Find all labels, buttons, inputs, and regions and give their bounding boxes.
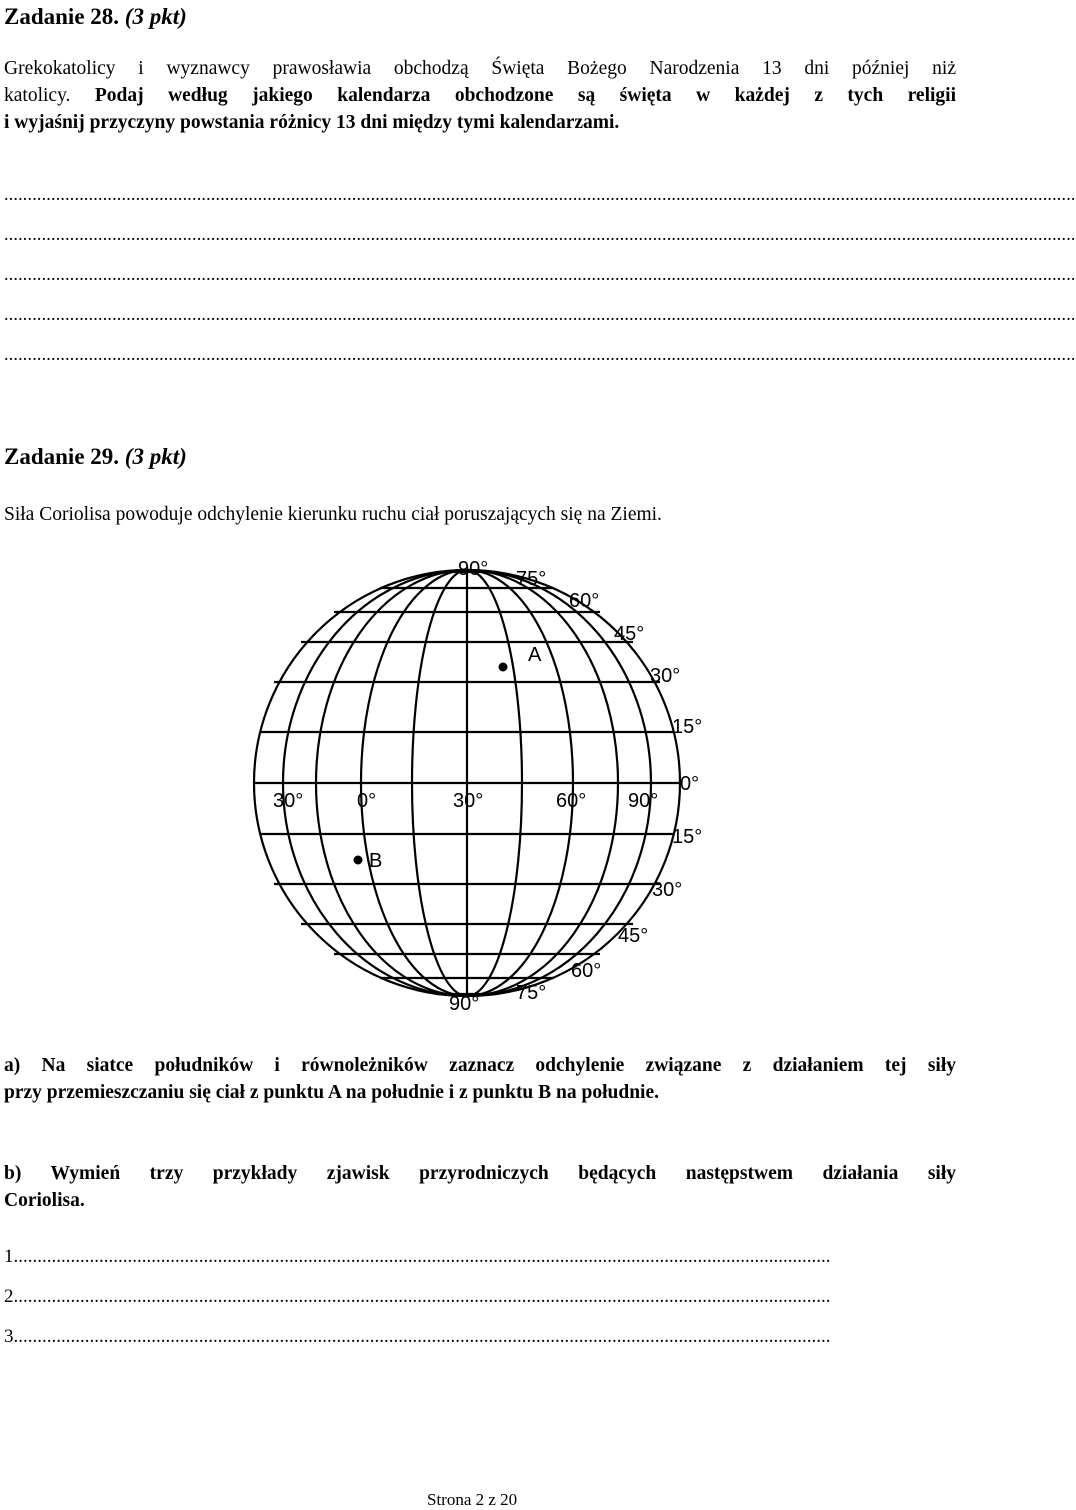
lat-label-north: 90° [458, 558, 489, 580]
answer-dots[interactable]: ........................................................................................................................................................................... [18, 1246, 831, 1267]
task-29-heading [4, 444, 187, 470]
answer-item-1[interactable] [4, 1246, 930, 1268]
point-a-label: A [528, 644, 542, 666]
answer-line[interactable]: .................................................................................................................................................................................................................................... [4, 304, 1076, 324]
lon-label: 30° [453, 790, 484, 812]
lon-label: 90° [628, 790, 659, 812]
lat-label-north: 60° [569, 590, 600, 612]
answer-number: 3. [4, 1326, 19, 1347]
answer-line[interactable]: .................................................................................................................................................................................................................................... [4, 224, 1076, 244]
point-b-label: B [369, 850, 383, 872]
task-28-line-2-plain: katolicy. [4, 85, 71, 106]
answer-line[interactable]: .................................................................................................................................................................................................................................... [4, 184, 1076, 204]
lat-label-north: 30° [650, 665, 681, 687]
answer-item-2[interactable] [4, 1286, 930, 1308]
part-b-line-1: b) Wymień trzy przykłady zjawisk przyrodniczych będących następstwem działania siły [4, 1163, 956, 1184]
task-28-question [4, 55, 956, 136]
task-28-line-1: Grekokatolicy i wyznawcy prawosławia obchodzą Święta Bożego Narodzenia 13 dni później niż [4, 58, 956, 79]
task-28-instruction: Podaj według jakiego kalendarza obchodzone są święta w każdej z tych religii [94, 85, 957, 106]
task-28-points: (3 pkt) [124, 4, 187, 29]
part-a-line-1: a) Na siatce południków i równoleżników zaznacz odchylenie związane z działaniem tej siły [4, 1055, 956, 1076]
answer-line[interactable]: .................................................................................................................................................................................................................................... [4, 344, 1076, 364]
lat-label-south: 45° [618, 925, 649, 947]
task-29-part-a [4, 1052, 956, 1106]
lat-label-south: 90° [449, 993, 480, 1015]
task-28-line-2 [4, 82, 956, 109]
lat-label-north: 75° [516, 568, 547, 590]
lat-label-south: 75° [516, 982, 547, 1004]
answer-line[interactable]: .................................................................................................................................................................................................................................... [4, 264, 1076, 284]
answer-dots[interactable]: ........................................................................................................................................................................... [18, 1286, 831, 1307]
lon-label: 30° [273, 790, 304, 812]
task-29-title: Zadanie 29. [4, 444, 120, 469]
lat-label-north: 0° [680, 773, 700, 795]
lon-label: 60° [556, 790, 587, 812]
globe-graticule[interactable] [0, 548, 960, 1018]
part-b-line-2: Coriolisa. [4, 1190, 85, 1211]
page-footer: Strona 2 z 20 [427, 1490, 518, 1509]
lat-label-south: 60° [571, 960, 602, 982]
answer-dots[interactable]: ........................................................................................................................................................................... [18, 1326, 831, 1347]
task-28-heading [4, 4, 187, 30]
task-29-part-b [4, 1160, 956, 1214]
answer-number: 1. [4, 1246, 19, 1267]
point-b-marker [354, 856, 363, 865]
answer-number: 2. [4, 1286, 19, 1307]
lon-label: 0° [357, 790, 377, 812]
task-28-line-3: i wyjaśnij przyczyny powstania różnicy 13 dni między tymi kalendarzami. [4, 112, 620, 133]
part-a-line-2: przy przemieszczaniu się ciał z punktu A na południe i z punktu B na południe. [4, 1082, 660, 1103]
lat-label-north: 45° [614, 623, 645, 645]
point-a-marker [499, 663, 508, 672]
task-29-points: (3 pkt) [124, 444, 187, 469]
lat-label-south: 30° [652, 879, 683, 901]
lat-label-north: 15° [672, 716, 703, 738]
answer-item-3[interactable] [4, 1326, 930, 1348]
lat-label-south: 15° [672, 826, 703, 848]
task-29-intro: Siła Coriolisa powoduje odchylenie kierunku ruchu ciał poruszających się na Ziemi. [4, 504, 662, 525]
task-28-title: Zadanie 28. [4, 4, 120, 29]
